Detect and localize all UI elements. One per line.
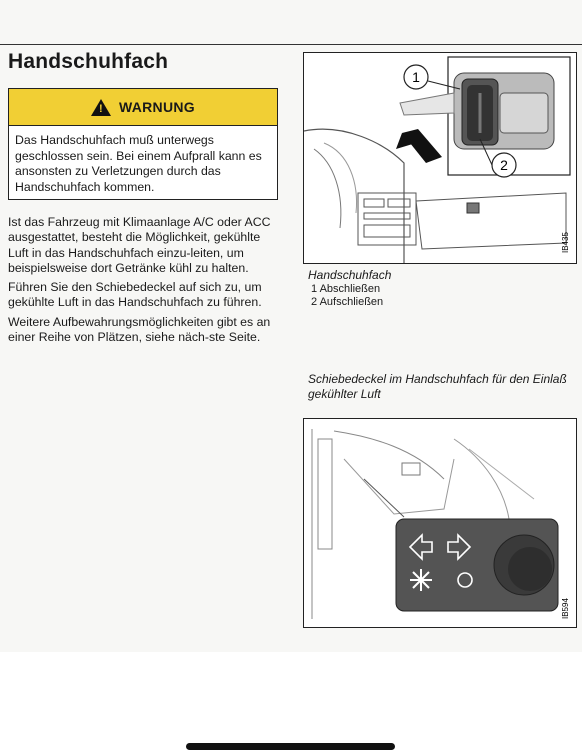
paragraph-3: Weitere Aufbewahrungsmöglichkeiten gibt es an einer Reihe von Plätzen, siehe näch-ste Seite. xyxy=(8,314,271,345)
paragraph-2: Führen Sie den Schiebedeckel auf sich zu, um gekühlte Luft in das Handschuhfach zu führen. xyxy=(8,280,262,310)
page-title: Handschuhfach xyxy=(8,50,169,73)
figure-1-caption: Handschuhfach xyxy=(308,268,392,282)
figure-1-legend xyxy=(311,283,383,309)
figure-2-caption: Schiebedeckel im Handschuhfach für den Einlaß gekühlter Luft xyxy=(308,372,567,401)
warning-label: WARNUNG xyxy=(119,99,195,115)
warning-header xyxy=(9,89,277,126)
warning-text: Das Handschuhfach muß unterwegs geschlossen sein. Bei einem Aufprall kann es ansonsten zu Verletzungen durch das Handschuhfach kommen. xyxy=(15,133,262,194)
figure-2-code: IB594 xyxy=(561,598,570,619)
figure-1-code: IB435 xyxy=(561,232,570,253)
sliding-cover-figure xyxy=(303,418,577,628)
glovebox-lock-figure xyxy=(303,52,577,264)
paragraph-1: Ist das Fahrzeug mit Klimaanlage A/C oder ACC ausgestattet, besteht die Möglichkeit, gekühlte Luft in das Handschuhfach einzu-leiten, um beispielsweise dort Getränke kühl zu halten. xyxy=(8,215,271,275)
warning-box xyxy=(8,88,278,200)
home-indicator[interactable] xyxy=(186,743,395,750)
legend-item-unlock: 2 Aufschließen xyxy=(311,296,384,308)
body-text xyxy=(8,215,278,349)
warning-triangle-icon: ! xyxy=(91,99,111,116)
top-rule xyxy=(0,44,582,45)
legend-item-lock: 1 Abschließen xyxy=(311,283,381,295)
callout-1: 1 xyxy=(412,69,420,85)
callout-2: 2 xyxy=(500,157,508,173)
snowflake-icon xyxy=(410,569,432,591)
